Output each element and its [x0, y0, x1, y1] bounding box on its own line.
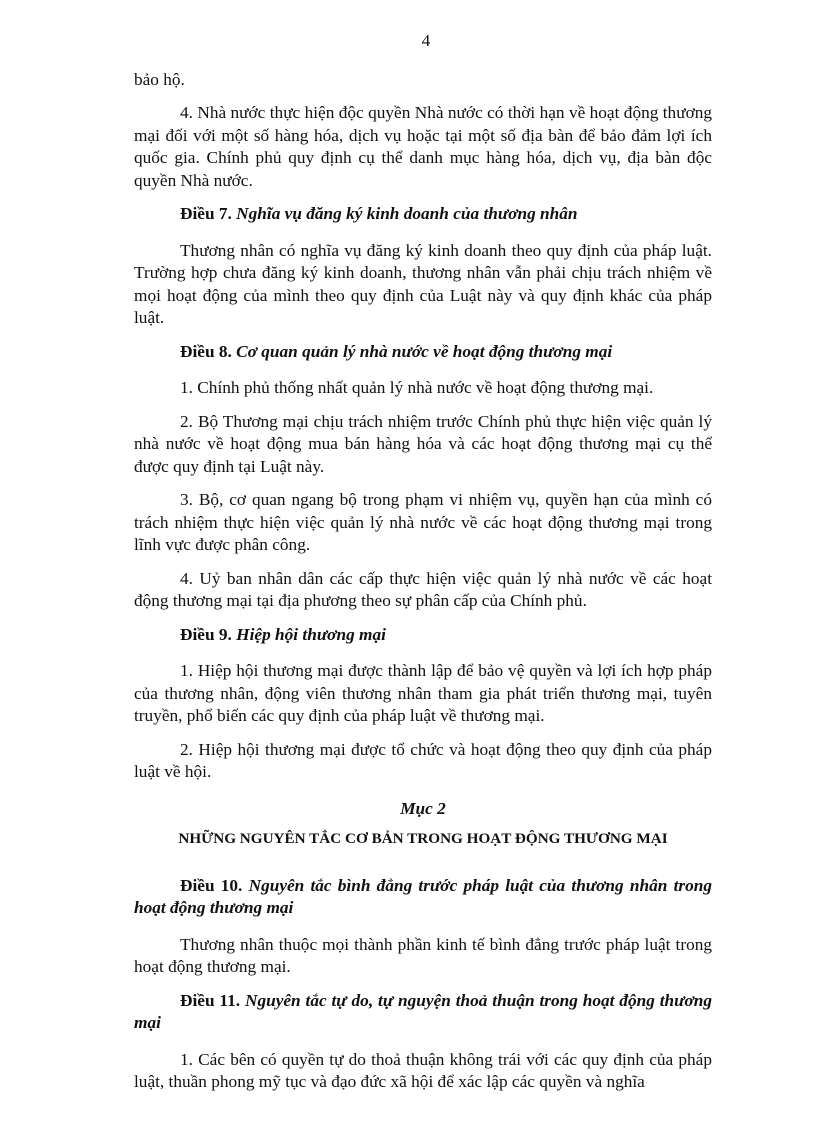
article-number: Điều 7. [180, 204, 232, 223]
paragraph: 4. Nhà nước thực hiện độc quyền Nhà nước có thời hạn về hoạt động thương mại đối với một số hàng hóa, dịch vụ hoặc tại một số địa bàn để bảo đảm lợi ích quốc gia. Chính phủ quy định cụ thể danh mục hàng hóa, dịch vụ, địa bàn độc quyền Nhà nước. [134, 103, 712, 190]
paragraph: 1. Chính phủ thống nhất quản lý nhà nước về hoạt động thương mại. [180, 378, 654, 397]
paragraph: 2. Hiệp hội thương mại được tổ chức và hoạt động theo quy định của pháp luật về hội. [134, 739, 712, 781]
paragraph: 2. Bộ Thương mại chịu trách nhiệm trước Chính phủ thực hiện việc quản lý nhà nước về hoạt động mua bán hàng hóa và các hoạt động thương mại cụ thể được quy định tại Luật này. [134, 411, 712, 476]
article-heading-7 [134, 203, 712, 226]
paragraph: Thương nhân thuộc mọi thành phần kinh tế bình đẳng trước pháp luật trong hoạt động thương mại. [134, 934, 712, 976]
paragraph: 1. Các bên có quyền tự do thoả thuận không trái với các quy định của pháp luật, thuần phong mỹ tục và đạo đức xã hội để xác lập các quyền và nghĩa [134, 1049, 712, 1091]
page-number: 4 [421, 31, 431, 50]
article-number: Điều 9. [180, 624, 232, 644]
section-label: Mục 2 [400, 798, 446, 818]
article-title: Nguyên tắc bình đẳng trước pháp luật của thương nhân trong hoạt động thương mại [134, 875, 712, 917]
document-page [134, 30, 712, 1105]
paragraph: 4. Uỷ ban nhân dân các cấp thực hiện việc quản lý nhà nước về các hoạt động thương mại tại địa phương theo sự phân cấp của Chính phủ. [134, 568, 712, 610]
paragraph: 3. Bộ, cơ quan ngang bộ trong phạm vi nhiệm vụ, quyền hạn của mình có trách nhiệm thực hiện việc quản lý nhà nước về các hoạt động thương mại trong lĩnh vực được phân công. [134, 490, 712, 554]
article-title: Nghĩa vụ đăng ký kinh doanh của thương nhân [236, 204, 578, 223]
paragraph: 1. Hiệp hội thương mại được thành lập để bảo vệ quyền và lợi ích hợp pháp của thương nhân, động viên thương nhân tham gia phát triển thương mại, tuyên truyền, phổ biến các quy định của pháp luật về thương mại. [134, 661, 712, 725]
article-title: Hiệp hội thương mại [236, 624, 386, 644]
article-number: Điều 11. [180, 990, 241, 1010]
paragraph-continuation: bảo hộ. [134, 69, 185, 89]
section-title: NHỮNG NGUYÊN TẮC CƠ BẢN TRONG HOẠT ĐỘNG THƯƠNG MẠI [178, 830, 668, 847]
article-heading-10 [134, 875, 712, 920]
article-title: Nguyên tắc tự do, tự nguyện thoả thuận trong hoạt động thương mại [134, 990, 712, 1032]
article-number: Điều 8. [180, 341, 232, 361]
article-heading-8 [134, 341, 712, 364]
article-heading-9 [134, 624, 712, 647]
article-title: Cơ quan quản lý nhà nước về hoạt động thương mại [236, 341, 613, 361]
paragraph: Thương nhân có nghĩa vụ đăng ký kinh doanh theo quy định của pháp luật. Trường hợp chưa đăng ký kinh doanh, thương nhân vẫn phải chịu trách nhiệm về mọi hoạt động của mình theo quy định của Luật này và quy định khác của pháp luật. [134, 240, 712, 327]
article-heading-11 [134, 990, 712, 1035]
article-number: Điều 10. [180, 875, 243, 895]
